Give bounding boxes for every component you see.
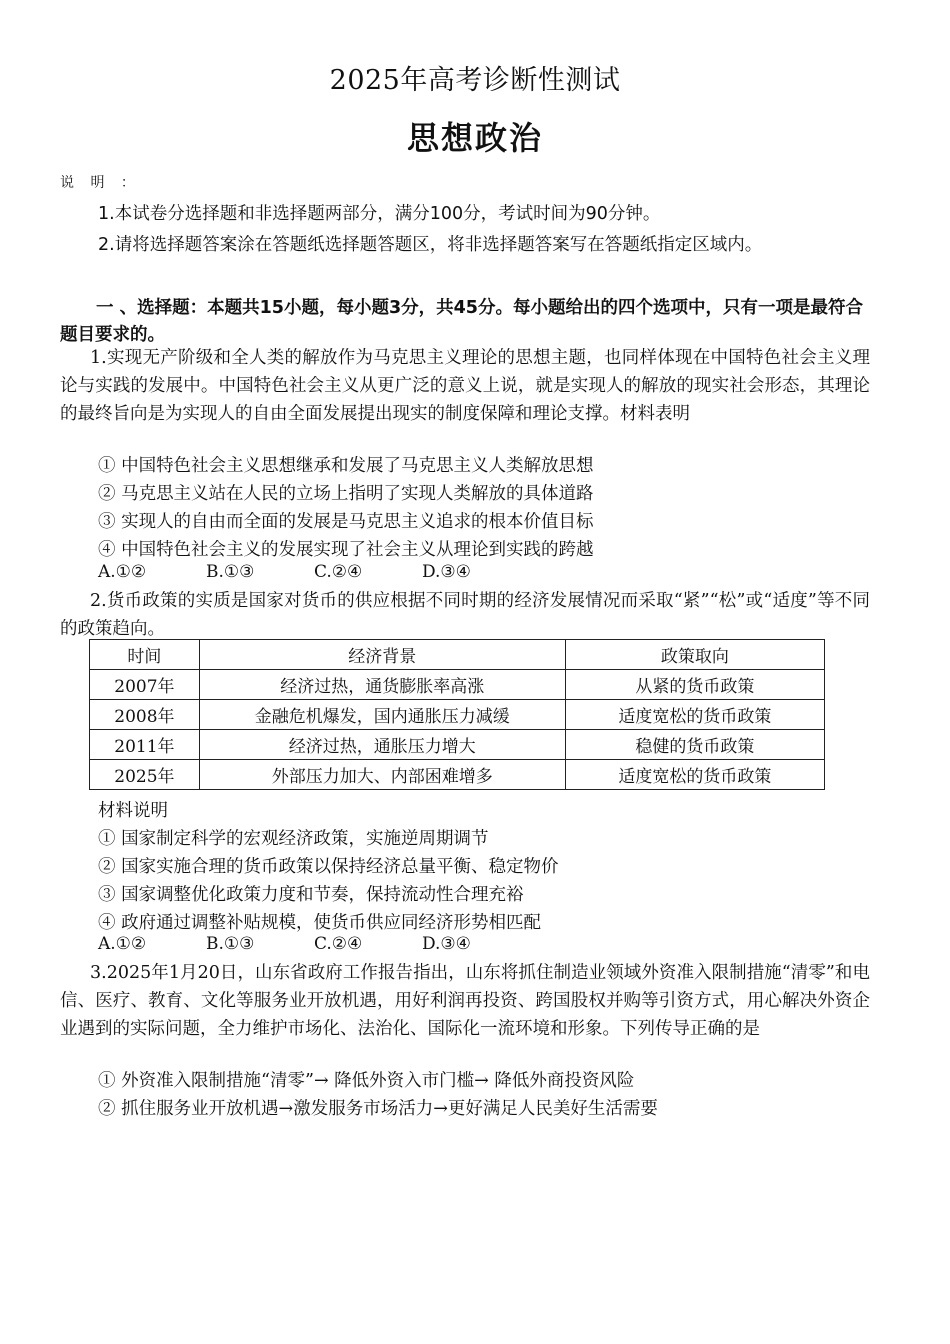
table-cell: 2008年 <box>90 700 200 730</box>
question-3-stem: 3.2025年1月20日，山东省政府工作报告指出，山东将抓住制造业领域外资准入限制措施“清零”和电信、医疗、教育、文化等服务业开放机遇，用好利润再投资、跨国股权并购等引资方式，用心解决外资企业遇到的实际问题，全力维护市场化、法治化、国际化一流环境和形象。下列传导正确的是 <box>60 963 870 1039</box>
table-header-cell: 经济背景 <box>199 640 565 670</box>
table-cell: 适度宽松的货币政策 <box>565 700 824 730</box>
question-1-stem: 1.实现无产阶级和全人类的解放作为马克思主义理论的思想主题，也同样体现在中国特色社会主义理论与实践的发展中。中国特色社会主义从更广泛的意义上说，就是实现人的解放的现实社会形态，其理论的最终旨向是为实现人的自由全面发展提出现实的制度保障和理论支撑。材料表明 <box>60 348 870 424</box>
subject-title: 思想政治 <box>406 119 543 157</box>
choice-c: C.②④ <box>314 562 363 582</box>
question-2-option: ① 国家制定科学的宏观经济政策，实施逆周期调节 <box>98 829 489 849</box>
table-cell: 稳健的货币政策 <box>565 730 824 760</box>
table-row <box>90 670 825 700</box>
table-row <box>90 700 825 730</box>
question-1-option: ④ 中国特色社会主义的发展实现了社会主义从理论到实践的跨越 <box>98 540 594 560</box>
choice-a: A.①② <box>98 562 147 582</box>
choice-c: C.②④ <box>314 934 363 954</box>
choice-b: B.①③ <box>206 562 255 582</box>
choice-d: D.③④ <box>422 562 471 582</box>
table-cell: 经济过热，通胀压力增大 <box>199 730 565 760</box>
question-1-choices <box>98 562 530 582</box>
question-1-option: ③ 实现人的自由而全面的发展是马克思主义追求的根本价值目标 <box>98 512 594 532</box>
instruction-item: 2.请将选择题答案涂在答题纸选择题答题区，将非选择题答案写在答题纸指定区域内。 <box>98 235 763 255</box>
choice-d: D.③④ <box>422 934 471 954</box>
question-2-stem: 2.货币政策的实质是国家对货币的供应根据不同时期的经济发展情况而采取“紧”“松”或“适度”等不同的政策趋向。 <box>60 591 870 639</box>
question-2-lead: 材料说明 <box>98 801 168 821</box>
exam-title: 2025年高考诊断性测试 <box>329 65 621 96</box>
question-2-option: ② 国家实施合理的货币政策以保持经济总量平衡、稳定物价 <box>98 857 559 877</box>
table-row <box>90 730 825 760</box>
table-cell: 2007年 <box>90 670 200 700</box>
table-cell: 2025年 <box>90 760 200 790</box>
table-cell: 从紧的货币政策 <box>565 670 824 700</box>
table-header-cell: 时间 <box>90 640 200 670</box>
table-cell: 金融危机爆发，国内通胀压力减缓 <box>199 700 565 730</box>
instruction-item: 1.本试卷分选择题和非选择题两部分，满分100分，考试时间为90分钟。 <box>98 204 661 224</box>
table-header-cell: 政策取向 <box>565 640 824 670</box>
table-header-row <box>90 640 825 670</box>
section-heading: 一 、选择题：本题共15小题，每小题3分，共45分。每小题给出的四个选项中，只有一项是最符合题目要求的。 <box>60 298 863 345</box>
choice-a: A.①② <box>98 934 147 954</box>
question-3-option: ② 抓住服务业开放机遇→激发服务市场活力→更好满足人民美好生活需要 <box>98 1099 658 1119</box>
monetary-policy-table <box>89 639 825 790</box>
question-3-option: ① 外资准入限制措施“清零”→ 降低外资入市门槛→ 降低外商投资风险 <box>98 1071 635 1091</box>
question-2-option: ③ 国家调整优化政策力度和节奏，保持流动性合理充裕 <box>98 885 524 905</box>
question-2-option: ④ 政府通过调整补贴规模，使货币供应同经济形势相匹配 <box>98 913 542 933</box>
question-2-choices <box>98 934 530 954</box>
question-1-option: ① 中国特色社会主义思想继承和发展了马克思主义人类解放思想 <box>98 456 594 476</box>
table-cell: 2011年 <box>90 730 200 760</box>
instructions-label: 说 明 ： <box>60 175 141 191</box>
table-cell: 外部压力加大、内部困难增多 <box>199 760 565 790</box>
table-cell: 经济过热，通货膨胀率高涨 <box>199 670 565 700</box>
table-cell: 适度宽松的货币政策 <box>565 760 824 790</box>
table-row <box>90 760 825 790</box>
question-1-option: ② 马克思主义站在人民的立场上指明了实现人类解放的具体道路 <box>98 484 594 504</box>
choice-b: B.①③ <box>206 934 255 954</box>
